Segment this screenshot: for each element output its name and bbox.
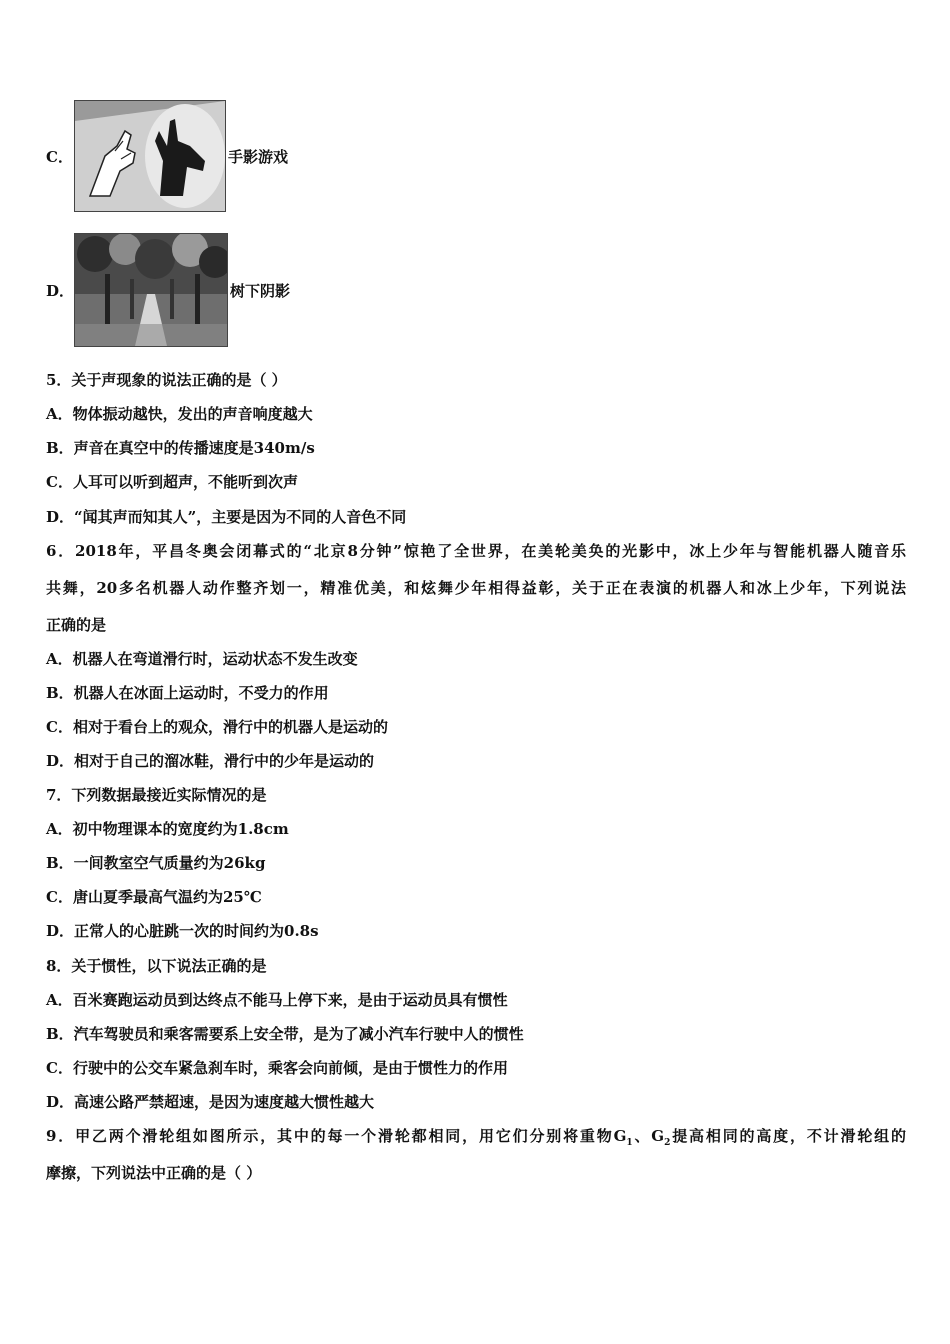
q8-option-b: B．汽车驾驶员和乘客需要系上安全带，是为了减小汽车行驶中人的惯性 <box>46 1025 524 1043</box>
q8-option-c: C．行驶中的公交车紧急刹车时，乘客会向前倾，是由于惯性力的作用 <box>46 1059 508 1077</box>
q7-option-d: D．正常人的心脏跳一次的时间约为0.8s <box>46 922 319 940</box>
option-c-image-row <box>46 100 288 212</box>
q8-stem: 8．关于惯性，以下说法正确的是 <box>46 957 267 975</box>
q6-option-c: C．相对于看台上的观众，滑行中的机器人是运动的 <box>46 718 388 736</box>
q7-option-c: C．唐山夏季最高气温约为25℃ <box>46 888 262 906</box>
q5-option-a: A．物体振动越快，发出的声音响度越大 <box>46 405 313 423</box>
q6-option-a: A．机器人在弯道滑行时，运动状态不发生改变 <box>46 650 358 668</box>
option-caption: 树下阴影 <box>230 281 291 300</box>
tree-shade-image <box>74 233 228 347</box>
q8-option-a: A．百米赛跑运动员到达终点不能马上停下来，是由于运动员具有惯性 <box>46 991 508 1009</box>
q5-option-c: C．人耳可以听到超声，不能听到次声 <box>46 473 298 491</box>
q6-option-d: D．相对于自己的溜冰鞋，滑行中的少年是运动的 <box>46 752 375 770</box>
q9-stem-part1: 9．甲乙两个滑轮组如图所示，其中的每一个滑轮都相同，用它们分别将重物G <box>46 1127 627 1145</box>
q7-option-b: B．一间教室空气质量约为26kg <box>46 854 266 872</box>
option-letter: C． <box>46 147 73 166</box>
q9-stem-line1 <box>46 1126 906 1153</box>
q5-option-b: B．声音在真空中的传播速度是340m/s <box>46 439 315 457</box>
q9-sub2: 2 <box>664 1138 671 1148</box>
q7-option-a: A．初中物理课本的宽度约为1.8cm <box>46 820 289 838</box>
option-caption: 手影游戏 <box>228 147 289 166</box>
q6-stem-line2: 共舞，20多名机器人动作整齐划一，精准优美，和炫舞少年相得益彰，关于正在表演的机器人和冰上少年，下列说法 <box>46 579 906 597</box>
q9-stem-line2: 摩擦，下列说法中正确的是（ ） <box>46 1164 262 1182</box>
q9-sub1: 1 <box>626 1138 633 1148</box>
q7-stem: 7．下列数据最接近实际情况的是 <box>46 786 267 804</box>
q6-stem-line3: 正确的是 <box>46 616 107 634</box>
option-letter: D． <box>46 281 75 300</box>
q5-option-d: D．“闻其声而知其人”，主要是因为不同的人音色不同 <box>46 508 407 526</box>
hand-shadow-image <box>74 100 226 212</box>
q8-option-d: D．高速公路严禁超速，是因为速度越大惯性越大 <box>46 1093 375 1111</box>
q6-option-b: B．机器人在冰面上运动时，不受力的作用 <box>46 684 329 702</box>
q9-stem-mid: 、G <box>632 1127 665 1145</box>
q5-stem: 5．关于声现象的说法正确的是（ ） <box>46 371 287 389</box>
option-d-image-row <box>46 233 290 347</box>
q6-stem-line1: 6．2018年，平昌冬奥会闭幕式的“北京8分钟”惊艳了全世界，在美轮美奂的光影中，冰上少年与智能机器人随音乐 <box>46 542 906 560</box>
q9-stem-part2: 提高相同的高度，不计滑轮组的 <box>670 1127 906 1145</box>
